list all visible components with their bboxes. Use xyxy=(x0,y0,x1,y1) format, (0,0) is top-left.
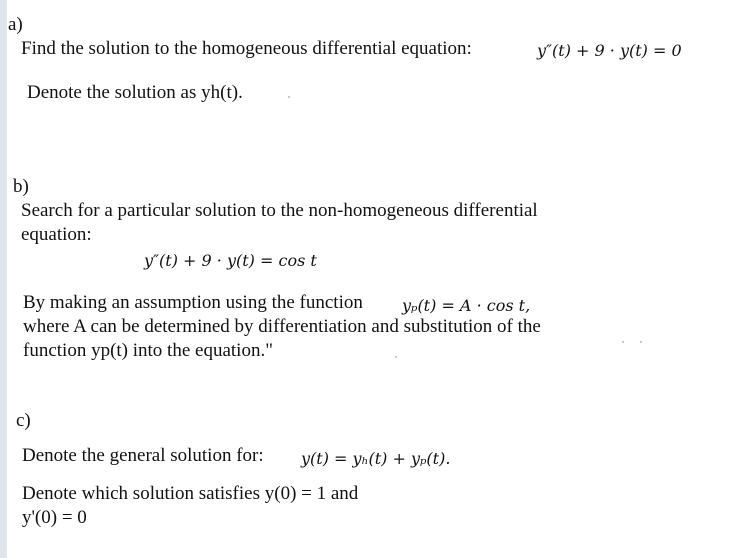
part-a-equation: y″(t) + 9 · y(t) = 0 xyxy=(537,41,682,60)
part-b-assumption-formula: yₚ(t) = A · cos t, xyxy=(402,296,531,315)
part-b-assumption-text: By making an assumption using the function xyxy=(23,292,363,313)
scan-artifact xyxy=(288,96,290,98)
part-a-label: a) xyxy=(8,14,23,35)
part-c-label: c) xyxy=(16,410,31,431)
part-b-label: b) xyxy=(13,176,29,197)
part-b-equation: y″(t) + 9 · y(t) = cos t xyxy=(144,251,317,270)
part-c-condition-text: Denote which solution satisfies y(0) = 1 and xyxy=(22,483,359,504)
left-margin-bar xyxy=(0,0,7,558)
part-c-general-text: Denote the general solution for: xyxy=(22,445,264,466)
part-c-condition-text-2: y'(0) = 0 xyxy=(22,507,87,528)
scan-artifact xyxy=(622,341,624,343)
scan-artifact xyxy=(640,341,642,343)
part-b-where-text: where A can be determined by differentiation and substitution of the xyxy=(23,316,541,337)
part-a-instruction: Find the solution to the homogeneous differential equation: xyxy=(21,38,472,59)
scan-artifact xyxy=(395,356,397,358)
part-b-instruction-2: equation: xyxy=(21,224,92,245)
part-b-instruction-1: Search for a particular solution to the non-homogeneous differential xyxy=(21,200,538,221)
part-c-equation: y(t) = yₕ(t) + yₚ(t). xyxy=(301,449,451,468)
part-b-function-text: function yp(t) into the equation." xyxy=(23,340,273,361)
part-a-denote: Denote the solution as yh(t). xyxy=(27,82,243,103)
